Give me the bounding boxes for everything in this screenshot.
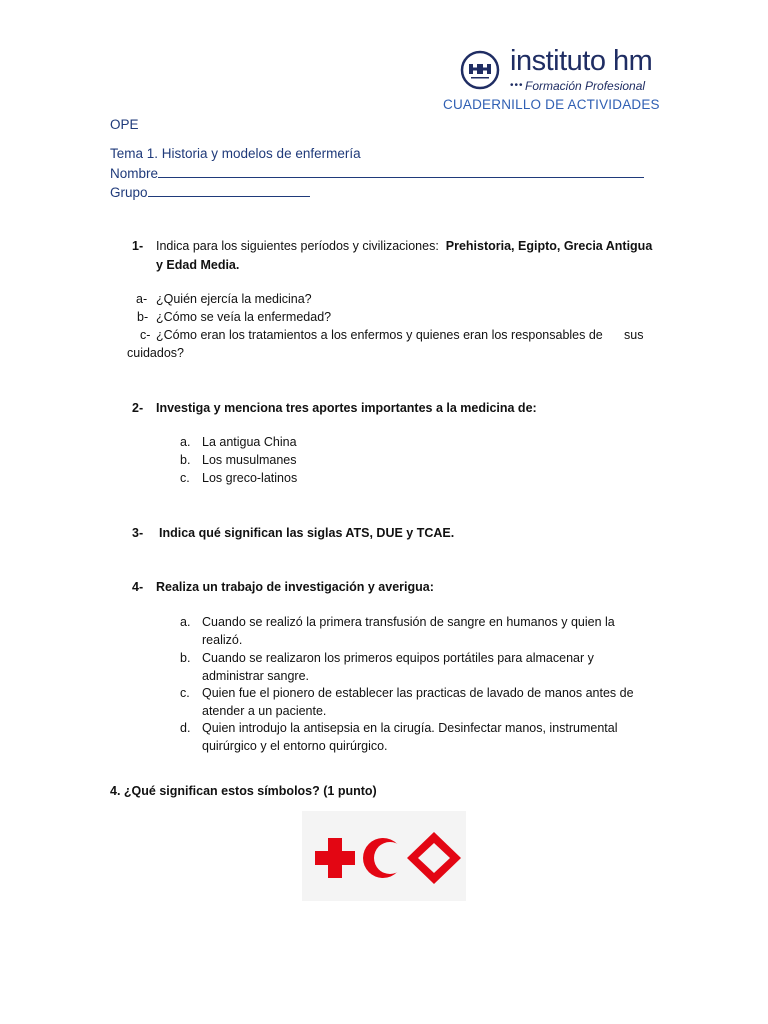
q4-item-a-line1: Cuando se realizó la primera transfusión de sangre en humanos y quien la — [202, 615, 615, 629]
question-2-number: 2- — [132, 401, 144, 415]
category-label: OPE — [110, 117, 139, 132]
q4-item-a-marker: a. — [180, 615, 191, 629]
q4-item-d-line2: quirúrgico y el entorno quirúrgico. — [202, 739, 388, 753]
question-symbols-text: 4. ¿Qué significan estos símbolos? (1 punto) — [110, 784, 377, 798]
question-1-text-bold: Prehistoria, Egipto, Grecia Antigua — [445, 239, 653, 253]
q4-item-c-line2: atender a un paciente. — [202, 704, 327, 718]
question-4-text: Realiza un trabajo de investigación y averigua: — [156, 580, 434, 594]
q1-item-a-marker: a- — [136, 292, 148, 306]
topic-title: Tema 1. Historia y modelos de enfermería — [110, 146, 361, 161]
group-field-line[interactable] — [148, 183, 310, 197]
q4-item-b-marker: b. — [180, 651, 191, 665]
q2-item-c-marker: c. — [180, 471, 190, 485]
q4-item-b-line1: Cuando se realizaron los primeros equipos portátiles para almacenar y — [202, 651, 594, 665]
q4-item-a-line2: realizó. — [202, 633, 243, 647]
q2-item-a-marker: a. — [180, 435, 191, 449]
question-1-text-plain: Indica para los siguientes períodos y civilizaciones: — [156, 239, 439, 253]
q1-item-b-text: ¿Cómo se veía la enfermedad? — [156, 310, 332, 324]
hm-hospitales-emblem-icon — [460, 50, 500, 90]
q4-item-c-marker: c. — [180, 686, 190, 700]
name-field-row — [110, 164, 644, 183]
q1-item-a-text: ¿Quién ejercía la medicina? — [156, 292, 312, 306]
q4-item-d-line1: Quien introdujo la antisepsia en la cirugía. Desinfectar manos, instrumental — [202, 721, 618, 735]
name-field-line[interactable] — [158, 164, 644, 178]
name-field-label: Nombre — [110, 166, 159, 181]
q2-item-c-text: Los greco-latinos — [202, 471, 298, 485]
q1-item-b-marker: b- — [137, 310, 149, 324]
group-field-label: Grupo — [110, 185, 148, 200]
q2-item-a-text: La antigua China — [202, 435, 297, 449]
group-field-row — [110, 183, 310, 202]
question-3-number: 3- — [132, 526, 144, 540]
question-4-number: 4- — [132, 580, 144, 594]
q4-item-c-line1: Quien fue el pionero de establecer las practicas de lavado de manos antes de — [202, 686, 634, 700]
q1-item-c-cont-word: sus — [624, 328, 644, 342]
q4-item-b-line2: administrar sangre. — [202, 669, 309, 683]
question-2-text: Investiga y menciona tres aportes importantes a la medicina de: — [156, 401, 537, 415]
brand-name: instituto hm — [510, 45, 653, 77]
q4-item-d-marker: d. — [180, 721, 191, 735]
question-1-text — [156, 237, 652, 255]
q1-item-c-cont-line: cuidados? — [127, 346, 184, 360]
q1-item-c-marker: c- — [140, 328, 151, 342]
question-1-text-cont: y Edad Media. — [156, 258, 240, 272]
question-3-text: Indica qué significan las siglas ATS, DUE y TCAE. — [159, 526, 455, 540]
humanitarian-symbols-image — [302, 811, 466, 901]
brand-tagline: Formación Profesional — [525, 79, 646, 93]
q2-item-b-text: Los musulmanes — [202, 453, 297, 467]
question-1-number: 1- — [132, 239, 144, 253]
document-subtitle: CUADERNILLO DE ACTIVIDADES — [443, 97, 660, 112]
q2-item-b-marker: b. — [180, 453, 191, 467]
q1-item-c-text: ¿Cómo eran los tratamientos a los enfermos y quienes eran los responsables de — [156, 328, 603, 342]
brand-dots: ••• — [510, 80, 524, 91]
